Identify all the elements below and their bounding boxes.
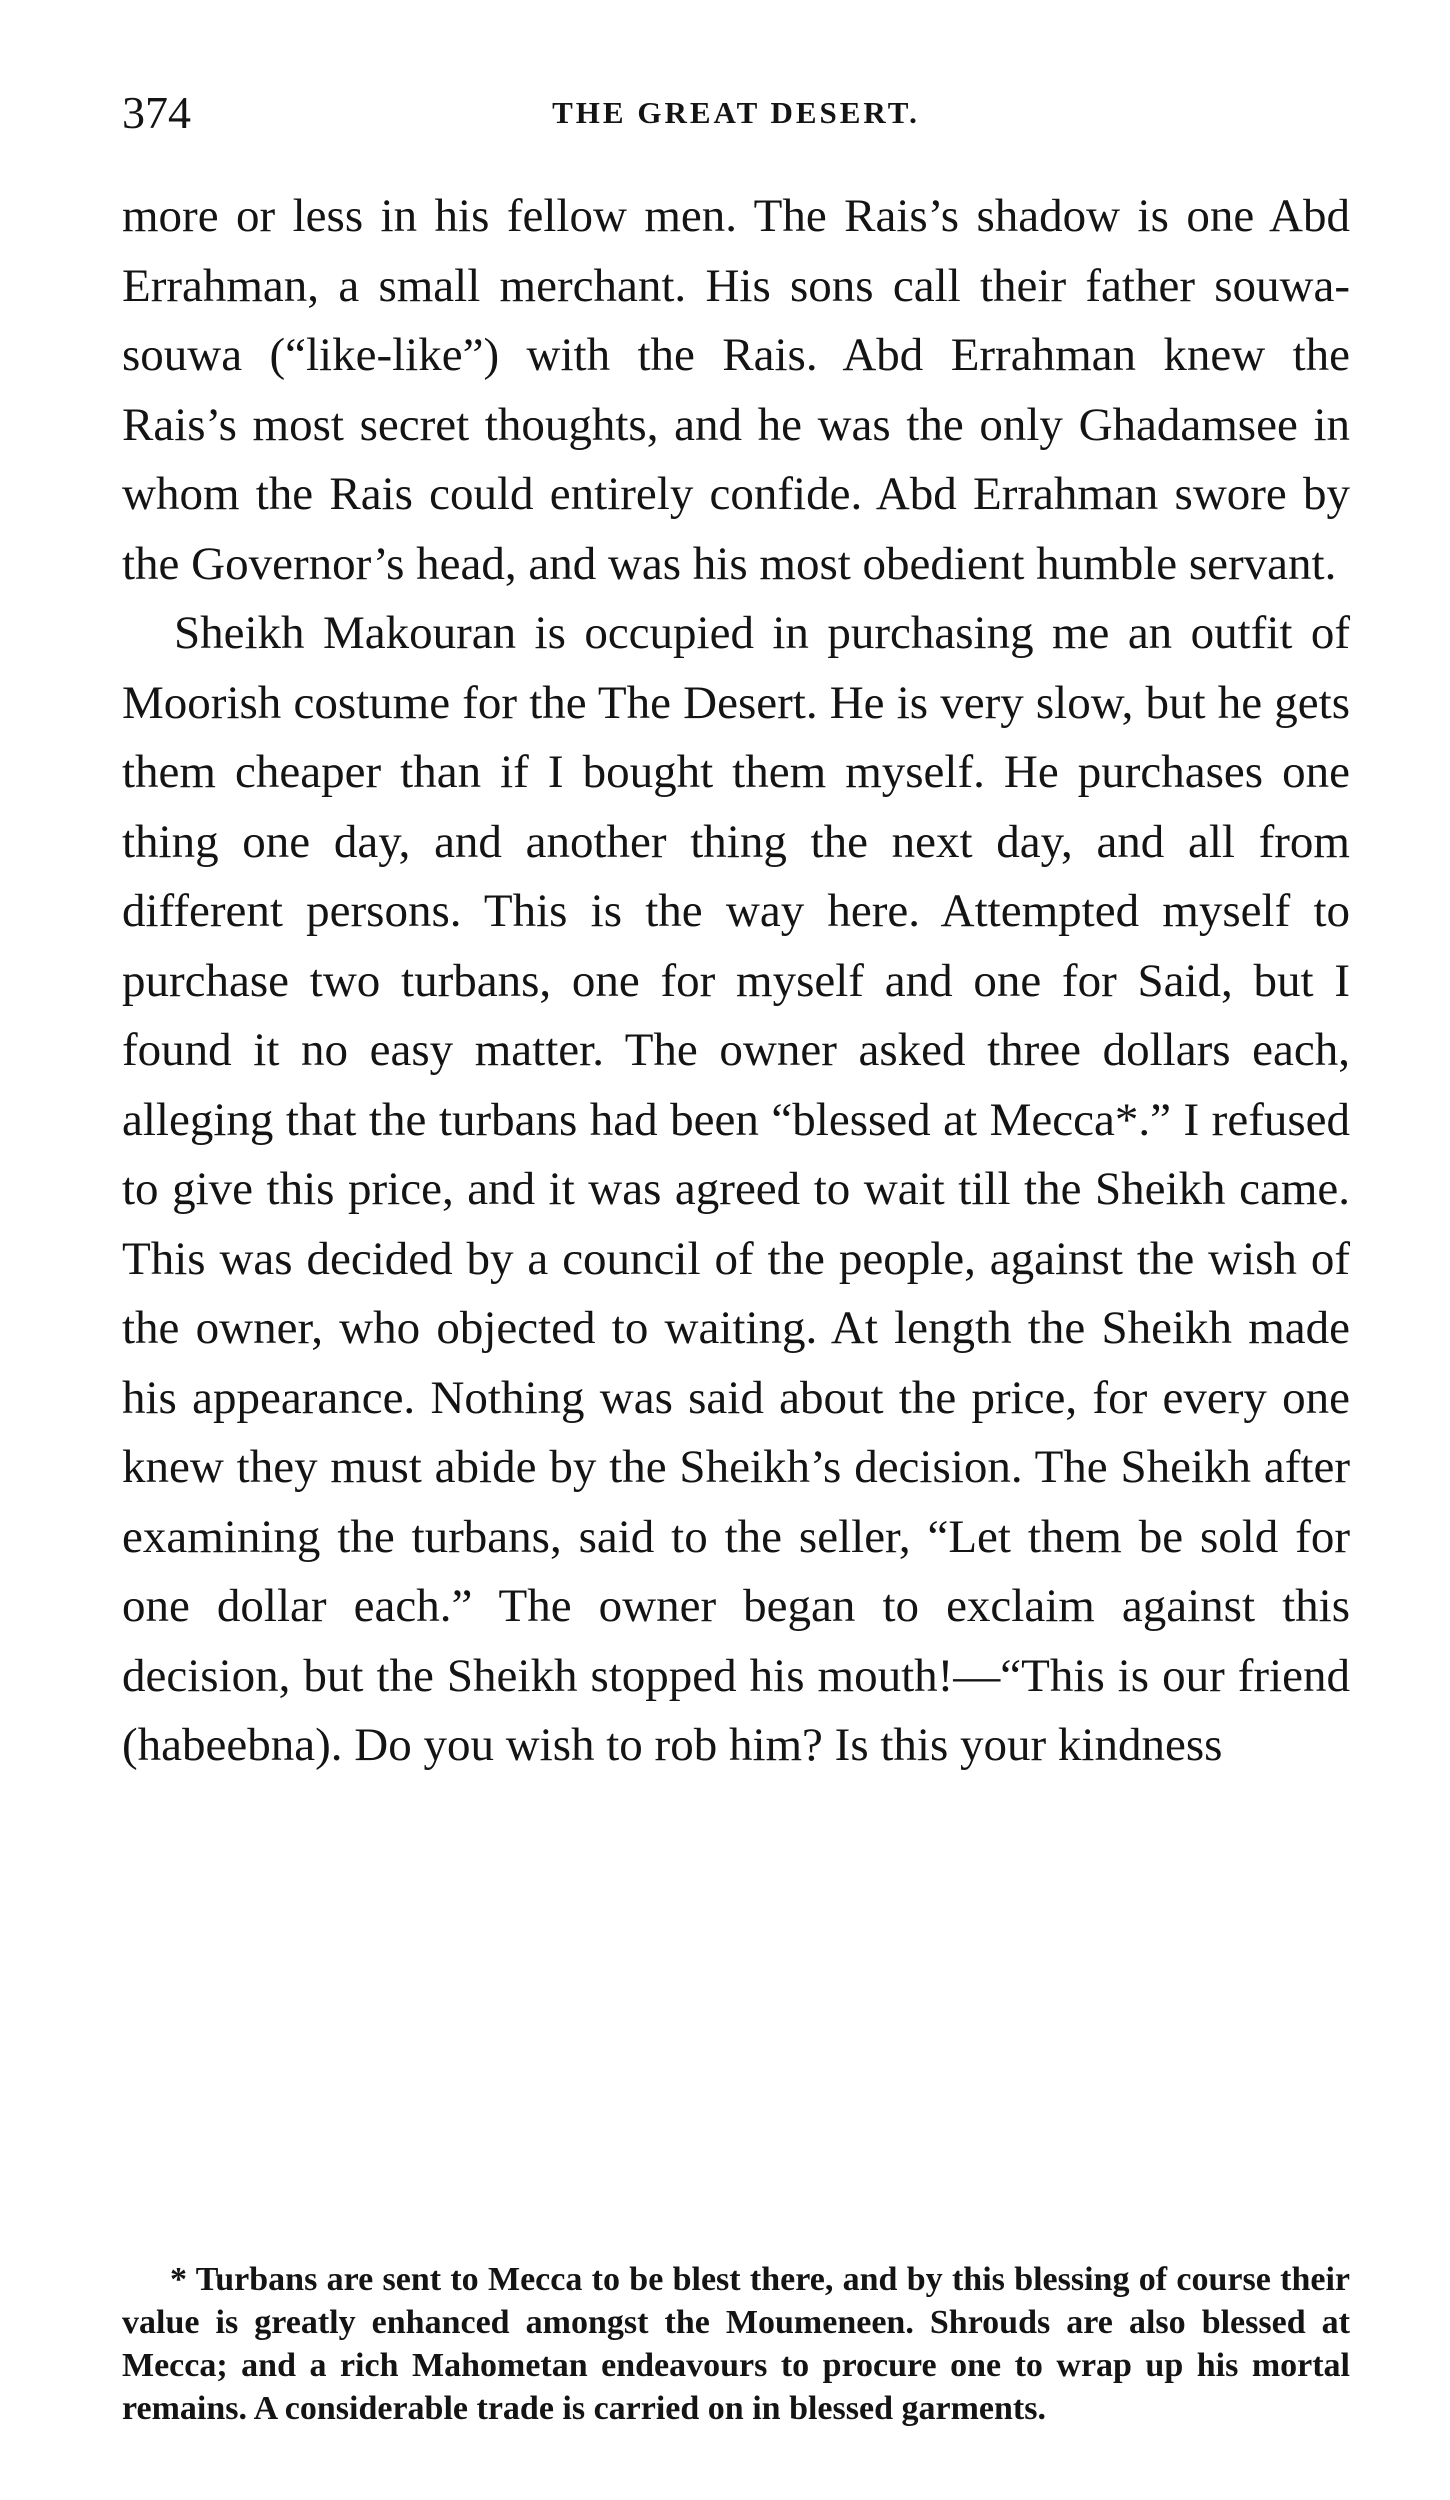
footnote-turbans: * Turbans are sent to Mecca to be blest there, and by this blessing of course their value is greatly enhanced amongst the Moumeneen. Shrouds are also blessed at Mecca; and a rich Mahometan endeavours to procure one to wrap up his mortal remains. A considerable trade is carried on in blessed garments. [122, 2261, 1350, 2427]
body-text [122, 182, 1350, 1781]
footnotes [122, 2258, 1350, 2430]
page-number: 374 [122, 87, 191, 138]
paragraph-sheikh-makouran: Sheikh Makouran is occupied in purchasing me an outfit of Moorish costume for the The Desert. He is very slow, but he gets them cheaper than if I bought them myself. He purchases one thing one day, and another thing the next day, and all from different persons. This is the way here. Attempted myself to purchase two turbans, one for myself and one for Said, but I found it no easy matter. The owner asked three dollars each, alleging that the turbans had been “blessed at Mecca*.” I refused to give this price, and it was agreed to wait till the Sheikh came. This was decided by a council of the people, against the wish of the owner, who objected to waiting. At length the Sheikh made his appearance. Nothing was said about the price, for every one knew they must abide by the Sheikh’s decision. The Sheikh after examining the turbans, said to the seller, “Let them be sold for one dollar each.” The owner began to exclaim against this decision, but the Sheikh stopped his mouth!—“This is our friend (habeebna). Do you wish to rob him? Is this your kindness [122, 607, 1350, 1771]
page-header [122, 78, 1350, 148]
running-title: THE GREAT DESERT. [552, 95, 920, 130]
paragraph-continued: more or less in his fellow men. The Rais’s shadow is one Abd Errahman, a small merchant. His sons call their father souwa-souwa (“like-like”) with the Rais. Abd Errahman knew the Rais’s most secret thoughts, and he was the only Ghadamsee in whom the Rais could entirely confide. Abd Errahman swore by the Governor’s head, and was his most obedient humble servant. [122, 190, 1350, 590]
